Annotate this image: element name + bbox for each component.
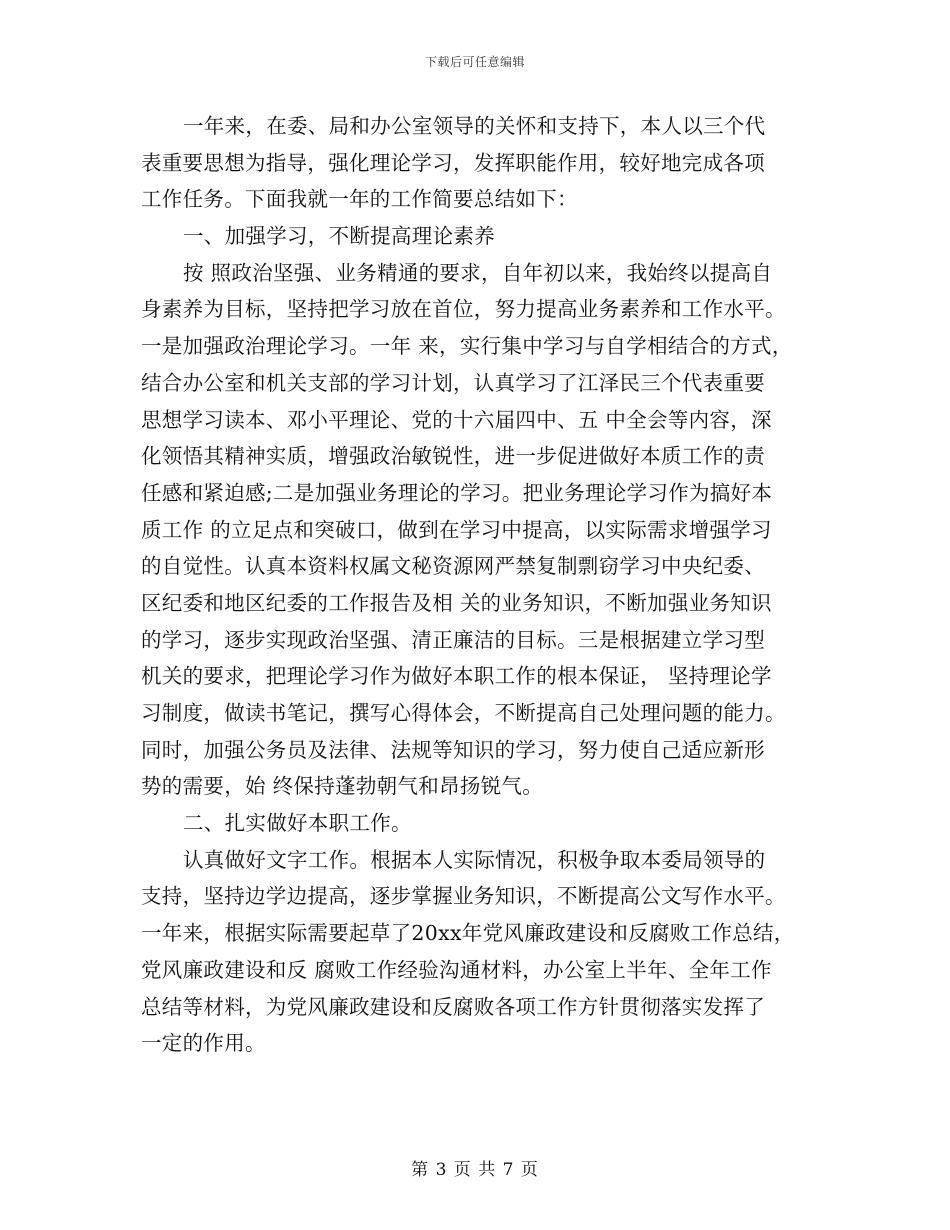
text-line: 一年来，根据实际需要起草了20xx年党风廉政建设和反腐败工作总结， — [141, 921, 795, 946]
text-line: 机关的要求，把理论学习作为做好本职工作的根本保证， 坚持理论学 — [141, 664, 772, 689]
page-header: 下载后可任意编辑 — [424, 55, 525, 69]
text-line: 按 照政治坚强、业务精通的要求，自年初以来，我始终以提高自 — [183, 260, 773, 285]
page-footer: 第 3 页 共 7 页 — [411, 1160, 539, 1180]
text-line: 工作任务。下面我就一年的工作简要总结如下： — [141, 187, 578, 212]
text-line: 表重要思想为指导，强化理论学习，发挥职能作用，较好地完成各项 — [141, 150, 765, 175]
text-line: 一年来，在委、局和办公室领导的关怀和支持下，本人以三个代 — [183, 114, 766, 138]
text-line: 结合办公室和机关支部的学习计划，认真学习了江泽民三个代表重要 — [141, 370, 765, 395]
section-heading: 一、加强学习，不断提高理论素养 — [183, 224, 495, 249]
text-line: 总结等材料，为党风廉政建设和反腐败各项工作方针贯彻落实发挥了 — [141, 994, 765, 1019]
section-heading: 二、扎实做好本职工作。 — [183, 811, 412, 836]
text-line: 党风廉政建设和反 腐败工作经验沟通材料，办公室上半年、全年工作 — [141, 957, 772, 982]
text-line: 认真做好文字工作。根据本人实际情况，积极争取本委局领导的 — [183, 847, 766, 872]
text-line: 一定的作用。 — [141, 1031, 266, 1056]
text-line: 思想学习读本、邓小平理论、党的十六届四中、五 中全会等内容，深 — [141, 407, 772, 432]
text-line: 势的需要，始 终保持蓬勃朝气和昂扬锐气。 — [141, 774, 544, 799]
text-line: 质工作 的立足点和突破口，做到在学习中提高，以实际需求增强学习 — [141, 517, 772, 542]
text-line: 习制度，做读书笔记，撰写心得体会，不断提高自己处理问题的能力。 — [141, 701, 786, 725]
text-line: 区纪委和地区纪委的工作报告及相 关的业务知识，不断加强业务知识 — [141, 590, 772, 615]
text-line: 的学习，逐步实现政治坚强、清正廉洁的目标。三是根据建立学习型 — [141, 627, 765, 652]
text-line: 一是加强政治理论学习。一年 来，实行集中学习与自学相结合的方式， — [141, 334, 793, 359]
document-body — [141, 108, 821, 1062]
text-line: 的自觉性。认真本资料权属文秘资源网严禁复制剽窃学习中央纪委、 — [141, 554, 765, 579]
text-line: 支持，坚持边学边提高，逐步掌握业务知识，不断提高公文写作水平。 — [141, 884, 786, 909]
text-line: 同时，加强公务员及法律、法规等知识的学习，努力使自己适应新形 — [141, 737, 765, 762]
text-line: 身素养为目标，坚持把学习放在首位，努力提高业务素养和工作水平。 — [141, 297, 786, 322]
text-line: 任感和紧迫感;二是加强业务理论的学习。把业务理论学习作为搞好本 — [141, 480, 773, 505]
text-line: 化领悟其精神实质，增强政治敏锐性，进一步促进做好本质工作的责 — [141, 444, 765, 469]
